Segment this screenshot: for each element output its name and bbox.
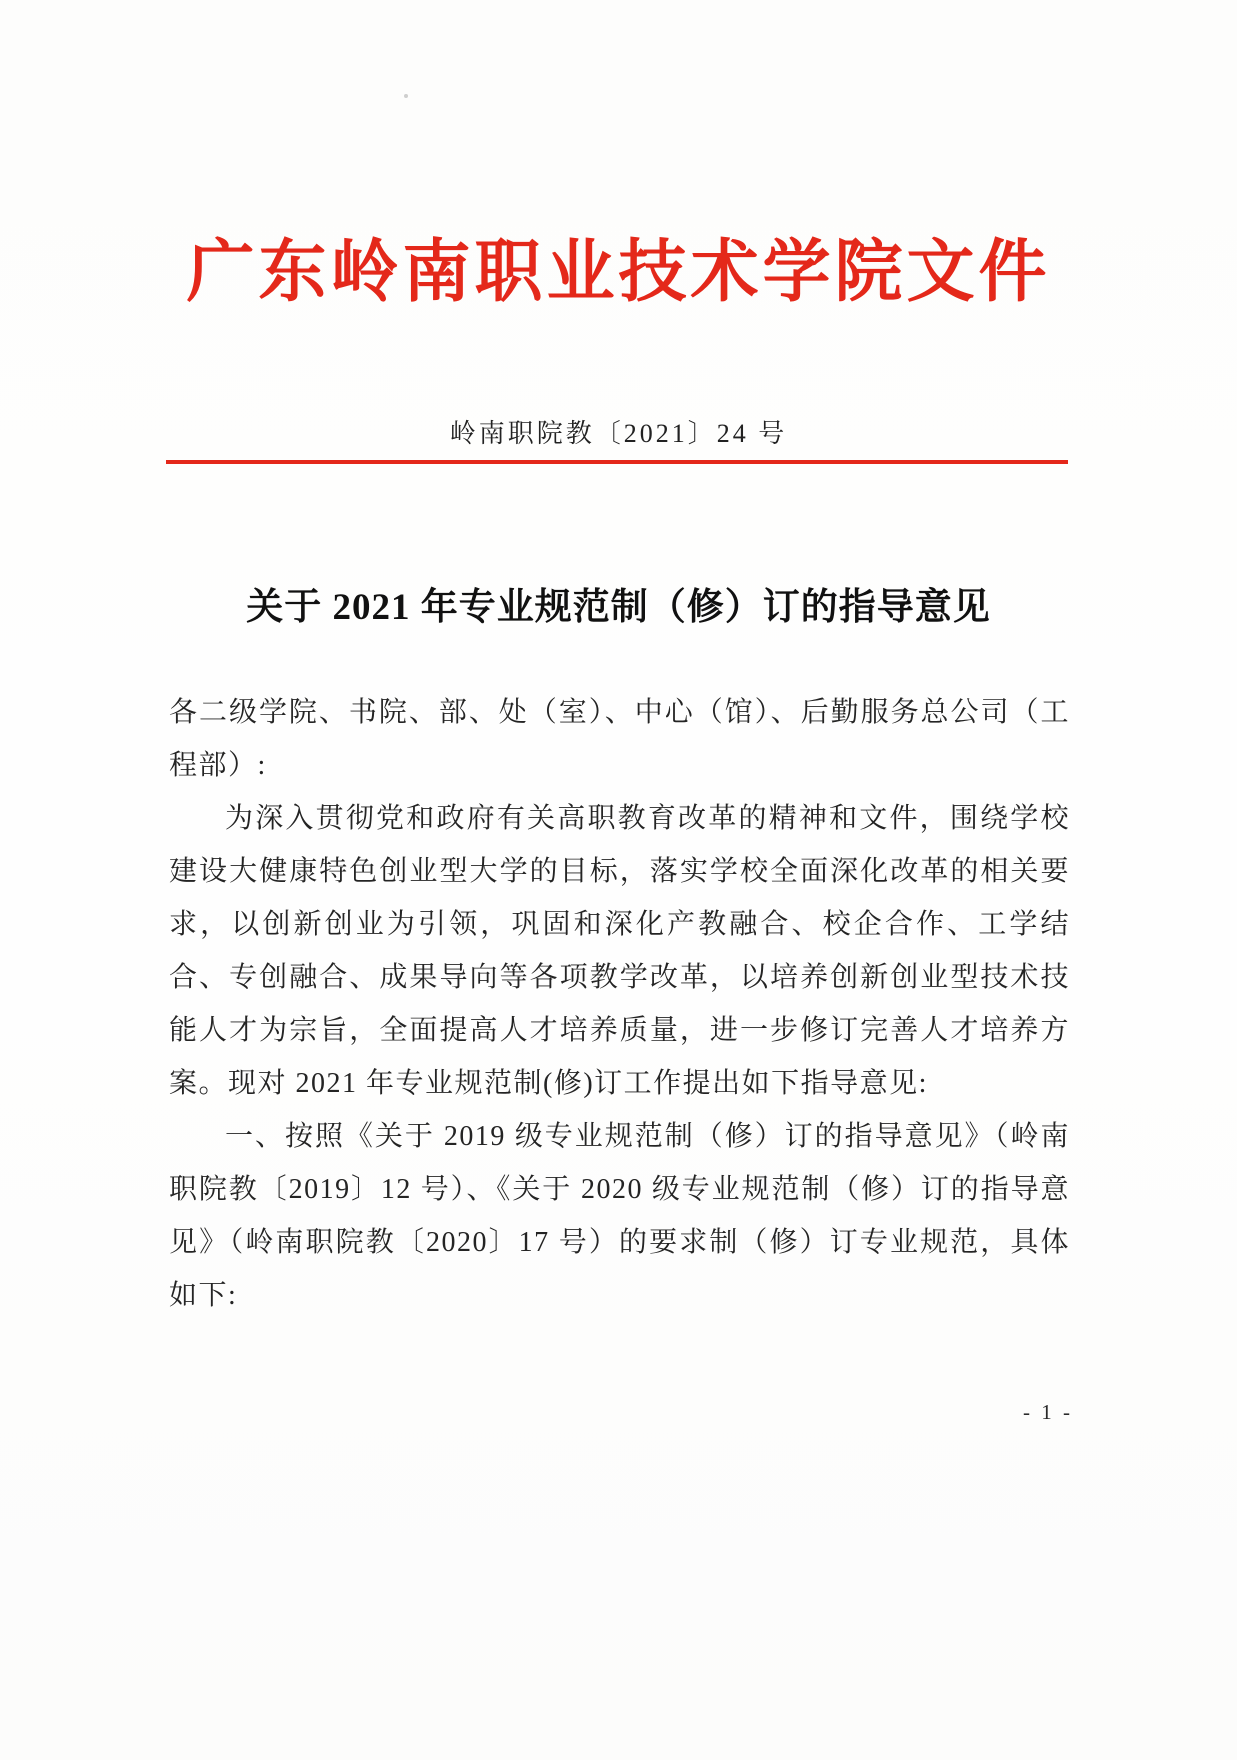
org-header: 广东岭南职业技术学院文件 xyxy=(186,234,1051,310)
doc-number: 岭南职院教〔2021〕24 号 xyxy=(449,419,788,448)
scan-speckle xyxy=(404,94,408,98)
body-paragraph-2: 一、按照《关于 2019 级专业规范制（修）订的指导意见》（岭南职院教〔2019〕12 号）、《关于 2020 级专业规范制（修）订的指导意见》（岭南职院教〔2020〕17 号）的要求制（修）订专业规范，具体如下: xyxy=(169,1121,1070,1311)
red-divider xyxy=(166,460,1068,464)
doc-title: 关于 2021 年专业规范制（修）订的指导意见 xyxy=(246,587,991,628)
body-paragraph-1: 为深入贯彻党和政府有关高职教育改革的精神和文件，围绕学校建设大健康特色创业型大学的目标，落实学校全面深化改革的相关要求，以创新创业为引领，巩固和深化产教融合、校企合作、工学结合、专创融合、成果导向等各项教学改革，以培养创新创业型技术技能人才为宗旨，全面提高人才培养质量，进一步修订完善人才培养方案。现对 2021 年专业规范制(修)订工作提出如下指导意见: xyxy=(169,803,1070,1099)
addressee-paragraph: 各二级学院、书院、部、处（室）、中心（馆）、后勤服务总公司（工程部）: xyxy=(169,697,1070,781)
document-body xyxy=(169,686,1070,1322)
page-number: - 1 - xyxy=(1023,1400,1073,1424)
